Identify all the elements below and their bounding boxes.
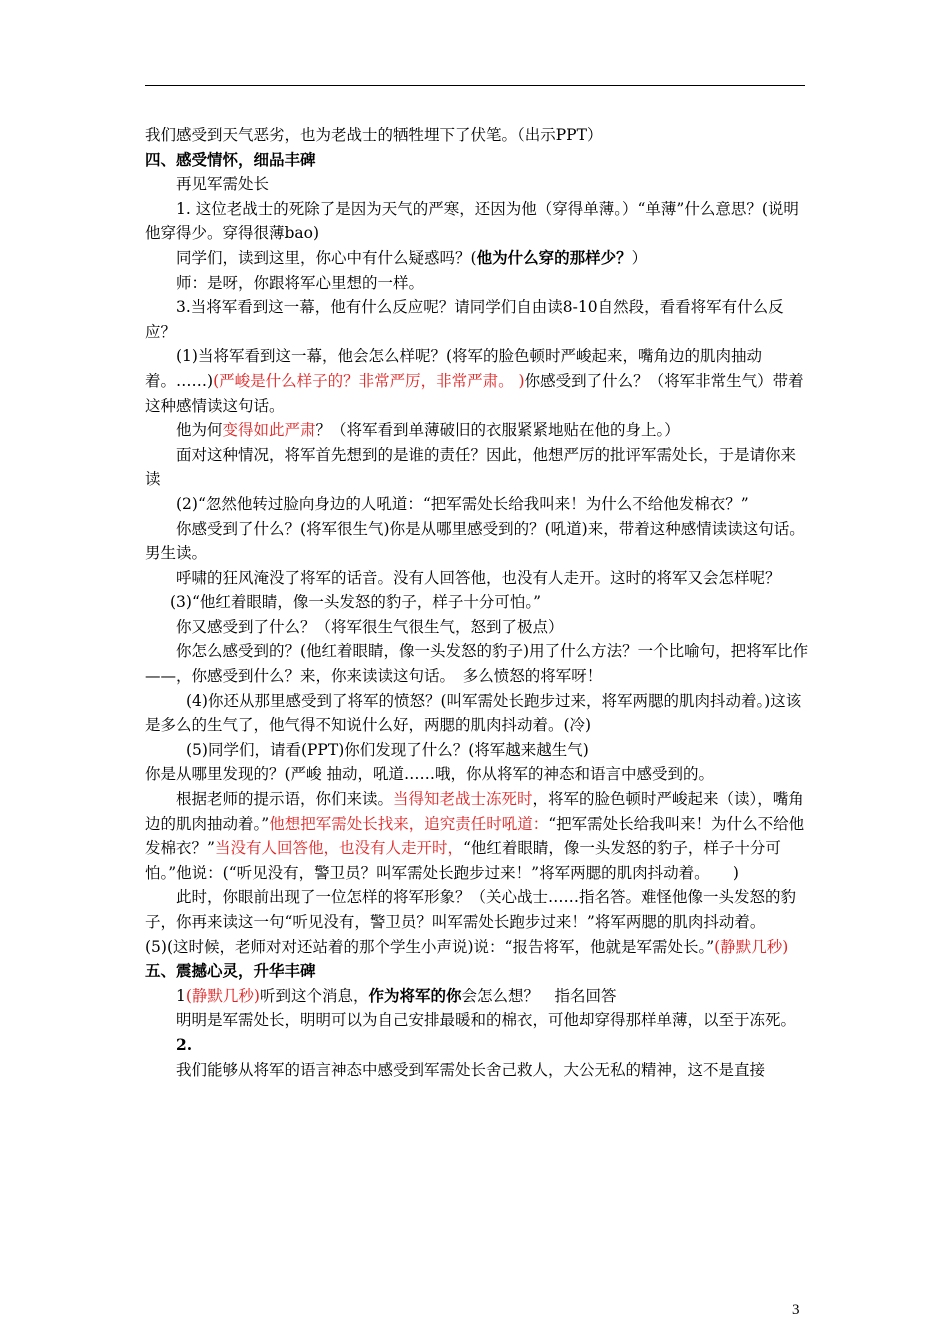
paragraph: 我们能够从将军的语言神态中感受到军需处长舍己救人，大公无私的精神，这不是直接 [176, 1060, 766, 1079]
text: ？（将军看到单薄破旧的衣服紧紧地贴在他的身上。） [315, 421, 680, 440]
red-text: (静默几秒) [185, 986, 260, 1005]
paragraph: (2)“忽然他转过脸向身边的人吼道：“把军需处长给我叫来！为什么不给他发棉衣？” [176, 494, 749, 513]
bold-text: 他为什么穿的那样少？ [476, 247, 632, 267]
red-text: 变得如此严肃 [222, 421, 316, 440]
paragraph: 3.当将军看到这一幕，他有什么反应呢？请同学们自由读8-10自然段，看看将军有什么反应？ [145, 298, 784, 341]
paragraph [145, 344, 810, 418]
section-heading-5: 五、震撼心灵，升华丰碑 [145, 961, 316, 981]
document-body [145, 123, 810, 1082]
paragraph [145, 984, 810, 1009]
paragraph: 你感受到了什么？(将军很生气)你是从哪里感受到的？(吼道)来，带着这种感情读读这句话。男生读。 [145, 519, 805, 563]
paragraph [145, 787, 810, 885]
text: 会怎么想？ 指名回答 [461, 986, 617, 1005]
red-text: (严峻是什么样子的？非常严厉，非常严肃。 ) [213, 371, 525, 390]
paragraph [145, 935, 810, 960]
text: 你感受到了什么？（将军非常生气）带着这种感情读这句话。 [145, 371, 804, 415]
paragraph: 师：是呀，你跟将军心里想的一样。 [176, 273, 425, 292]
header-rule [145, 85, 805, 86]
paragraph: 你是从哪里发现的？(严峻 抽动，吼道……哦，你从将军的神态和语言中感受到的。 [145, 765, 714, 784]
paragraph: 1. 这位老战士的死除了是因为天气的严寒，还因为他（穿得单薄。）“单薄”什么意思？(说明他穿得少。穿得很薄bao) [145, 199, 799, 243]
text: 根据老师的提示语，你们来读。 [176, 790, 394, 809]
text: 同学们，读到这里，你心中有什么疑惑吗？( [176, 248, 477, 267]
paragraph: (4)你还从那里感受到了将军的愤怒？(叫军需处长跑步过来，将军两腮的肌肉抖动着。)这该是多么的生气了，他气得不知说什么好，两腮的肌肉抖动着。(冷) [145, 691, 802, 735]
paragraph: 此时，你眼前出现了一位怎样的将军形象？（关心战士……指名答。难怪他像一头发怒的豹子，你再来读这一句“听见没有，警卫员？叫军需处长跑步过来！”将军两腮的肌肉抖动着。 [145, 888, 797, 931]
paragraph: 呼啸的狂风淹没了将军的话音。没有人回答他，也没有人走开。这时的将军又会怎样呢？ [176, 568, 781, 587]
text: “把军需处长给我叫来！为什么不给他发棉衣？” [145, 814, 805, 858]
red-text: (静默几秒) [714, 937, 789, 956]
paragraph: 你又感受到了什么？（将军很生气很生气，怒到了极点） [176, 617, 564, 636]
red-text: 他想把军需处长找来，追究责任时吼道： [269, 814, 549, 833]
text: ） [631, 248, 648, 267]
paragraph [145, 418, 810, 443]
text: 听到这个消息， [259, 986, 369, 1005]
section-heading-4: 四、感受情怀，细品丰碑 [145, 149, 316, 169]
paragraph: (3)“他红着眼睛，像一头发怒的豹子，样子十分可怕。” [170, 593, 542, 612]
text: (5)(这时候，老师对对还站着的那个学生小声说)说：“报告将军，他就是军需处长。” [145, 937, 715, 956]
paragraph [145, 246, 810, 271]
text: “他红着眼睛，像一头发怒的豹子，样子十分可怕。”他说：(“听见没有，警卫员？叫军需处长跑步过来！”将军两腮的肌肉抖动着。 ) [145, 839, 781, 882]
paragraph: 2. [176, 1034, 193, 1054]
red-text: 当没有人回答他，也没有人走开时， [214, 839, 463, 858]
text: 1 [176, 986, 186, 1005]
red-text: 当得知老战士冻死时 [393, 790, 533, 809]
page-number: 3 [792, 1302, 800, 1318]
paragraph: 我们感受到天气恶劣，也为老战士的牺牲埋下了伏笔。（出示PPT） [145, 126, 603, 144]
text: ，将军的脸色顿时严峻起来（读），嘴角边的肌肉抽动着。” [145, 790, 804, 833]
paragraph: 再见军需处长 [176, 175, 270, 194]
paragraph: (5)同学们，请看(PPT)你们发现了什么？(将军越来越生气) [186, 740, 589, 759]
text: 他为何 [176, 421, 223, 440]
bold-text: 作为将军的你 [368, 985, 462, 1005]
paragraph: 你怎么感受到的？(他红着眼睛，像一头发怒的豹子)用了什么方法？一个比喻句，把将军比作——，你感受到什么？来，你来读读这句话。 多么愤怒的将军呀！ [145, 642, 809, 686]
text: (1)当将军看到这一幕，他会怎么样呢？(将军的脸色顿时严峻起来，嘴角边的肌肉抽动着。……) [145, 347, 763, 390]
paragraph: 面对这种情况，将军首先想到的是谁的责任？因此，他想严厉的批评军需处长，于是请你来读 [145, 445, 797, 489]
paragraph: 明明是军需处长，明明可以为自己安排最暖和的棉衣，可他却穿得那样单薄，以至于冻死。 [176, 1011, 797, 1030]
